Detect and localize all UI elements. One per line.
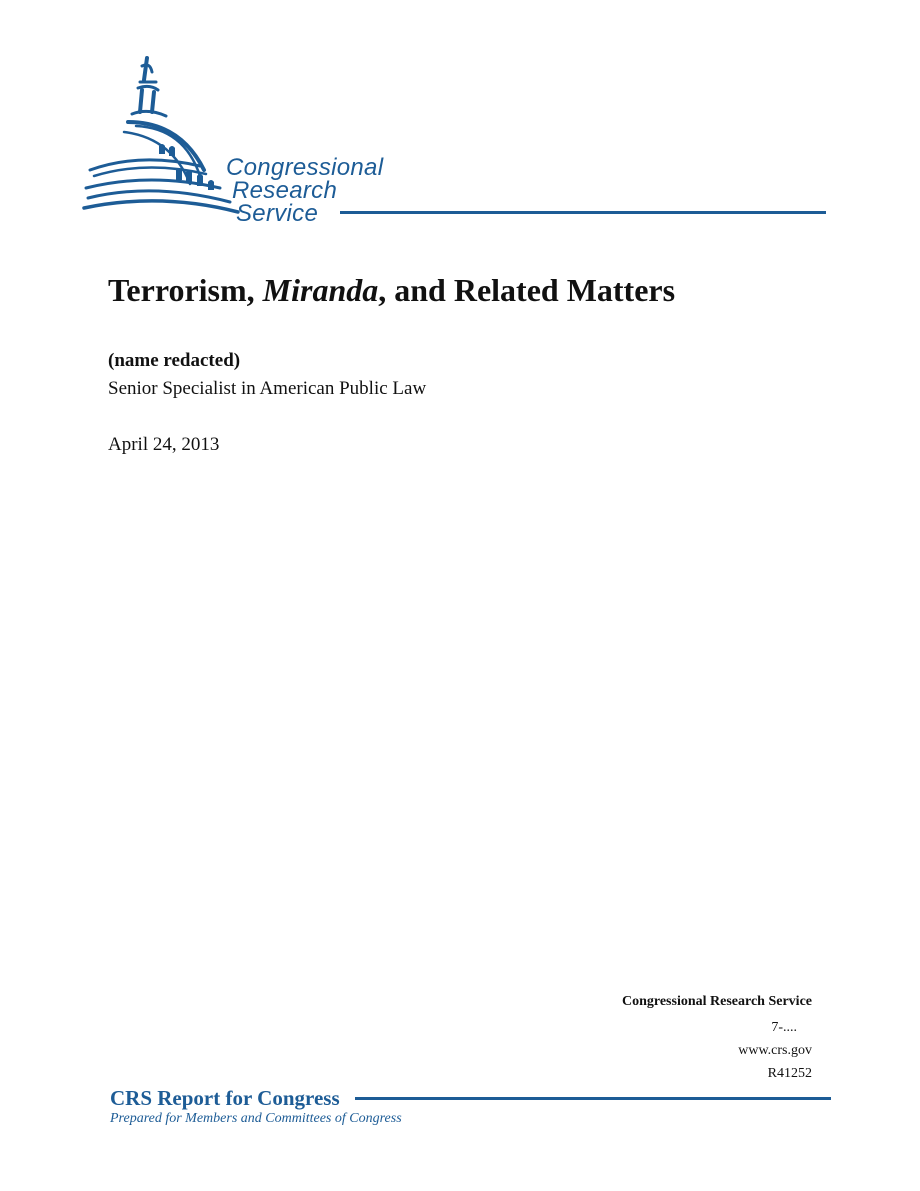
- header-divider: [340, 211, 826, 214]
- logo-text-service: Service: [236, 200, 319, 227]
- contact-info: [622, 990, 812, 1085]
- crs-logo: [80, 52, 830, 227]
- footer-subtitle: Prepared for Members and Committees of Congress: [110, 1111, 402, 1126]
- title-italic: Miranda: [262, 272, 379, 308]
- footer-divider: [355, 1097, 831, 1100]
- website-link[interactable]: www.crs.gov: [738, 1043, 812, 1058]
- report-number: R41252: [767, 1066, 812, 1081]
- title-part-2: , and Related Matters: [378, 272, 676, 308]
- footer-title: CRS Report for Congress: [110, 1086, 340, 1110]
- logo-text-congressional: Congressional: [226, 154, 384, 181]
- organization-name: Congressional Research Service: [621, 994, 812, 1009]
- logo-wordmark: [222, 156, 383, 225]
- report-date: April 24, 2013: [108, 434, 220, 455]
- title-part-1: Terrorism,: [108, 272, 263, 308]
- author-position: Senior Specialist in American Public Law: [108, 378, 427, 399]
- phone-number: 7-....: [771, 1020, 797, 1035]
- logo-text-research: Research: [232, 177, 338, 204]
- report-title: [108, 270, 675, 310]
- author-name: (name redacted): [108, 350, 241, 371]
